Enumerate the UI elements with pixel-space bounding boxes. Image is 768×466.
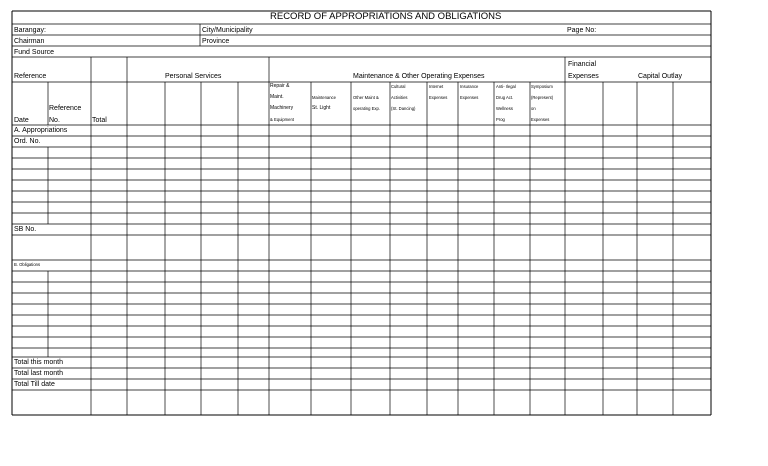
no-header: No. xyxy=(49,117,60,124)
symposium-header-1: Symposium xyxy=(531,84,553,89)
form-title: RECORD OF APPROPRIATIONS AND OBLIGATIONS xyxy=(270,11,502,22)
date-header: Date xyxy=(14,117,29,124)
internet-header-2: Expenses xyxy=(429,95,448,100)
obligations-label: B. Obligations xyxy=(14,262,41,267)
total-header: Total xyxy=(92,117,107,124)
internet-header-1: Internet xyxy=(429,84,444,89)
repair-header-4: & Equipment xyxy=(270,117,294,122)
anti-drug-header-1: Anti- Ilegal xyxy=(496,84,516,89)
capital-outlay-header: Capital Outlay xyxy=(638,73,682,80)
anti-drug-header-4: Prog xyxy=(496,117,505,122)
cultural-header-3: (St. Dancing) xyxy=(391,106,416,111)
symposium-header-4: Expenses xyxy=(531,117,550,122)
reference-no-header: Reference xyxy=(49,105,82,112)
repair-header-2: Maint. xyxy=(270,94,284,100)
cultural-header-2: Activities xyxy=(391,95,408,100)
total-last-month-label: Total last month xyxy=(14,370,64,377)
st-light-header: St. Light xyxy=(312,105,331,111)
reference-header: Reference xyxy=(14,73,47,80)
repair-header-3: Machinery xyxy=(270,105,294,111)
ord-no-label: Ord. No. xyxy=(14,138,41,145)
symposium-header-3: on xyxy=(531,106,536,111)
insurance-header-1: Insurance xyxy=(460,84,479,89)
other-maint-header-1: Other Maint & xyxy=(353,95,379,100)
fund-source-label: Fund Source xyxy=(14,49,55,56)
barangay-label: Barangay: xyxy=(14,27,46,34)
city-label: City/Municipality xyxy=(202,27,253,34)
total-till-date-label: Total Till date xyxy=(14,381,55,388)
financial-header: Financial xyxy=(568,61,597,68)
other-maint-header-2: operating Exp. xyxy=(353,106,381,111)
personal-services-header: Personal Services xyxy=(165,73,222,80)
anti-drug-header-3: Wellness xyxy=(496,106,513,111)
chairman-label: Chairman xyxy=(14,38,45,45)
anti-drug-header-2: Drug Act. xyxy=(496,95,514,100)
province-label: Province xyxy=(202,38,230,45)
financial-expenses-header: Expenses xyxy=(568,73,599,80)
mooe-header: Maintenance & Other Operating Expenses xyxy=(353,73,485,80)
total-this-month-label: Total this month xyxy=(14,359,64,366)
symposium-header-2: (Represent) xyxy=(531,95,554,100)
repair-header-1: Repair & xyxy=(270,83,290,89)
sb-no-label: SB No. xyxy=(14,226,37,233)
maintenance-header: Maintenance xyxy=(312,95,336,100)
page-number-label: Page No: xyxy=(567,27,597,34)
cultural-header-1: Cultural xyxy=(391,84,406,89)
appropriations-label: A. Appropriations xyxy=(14,127,68,134)
insurance-header-2: Expenses xyxy=(460,95,479,100)
